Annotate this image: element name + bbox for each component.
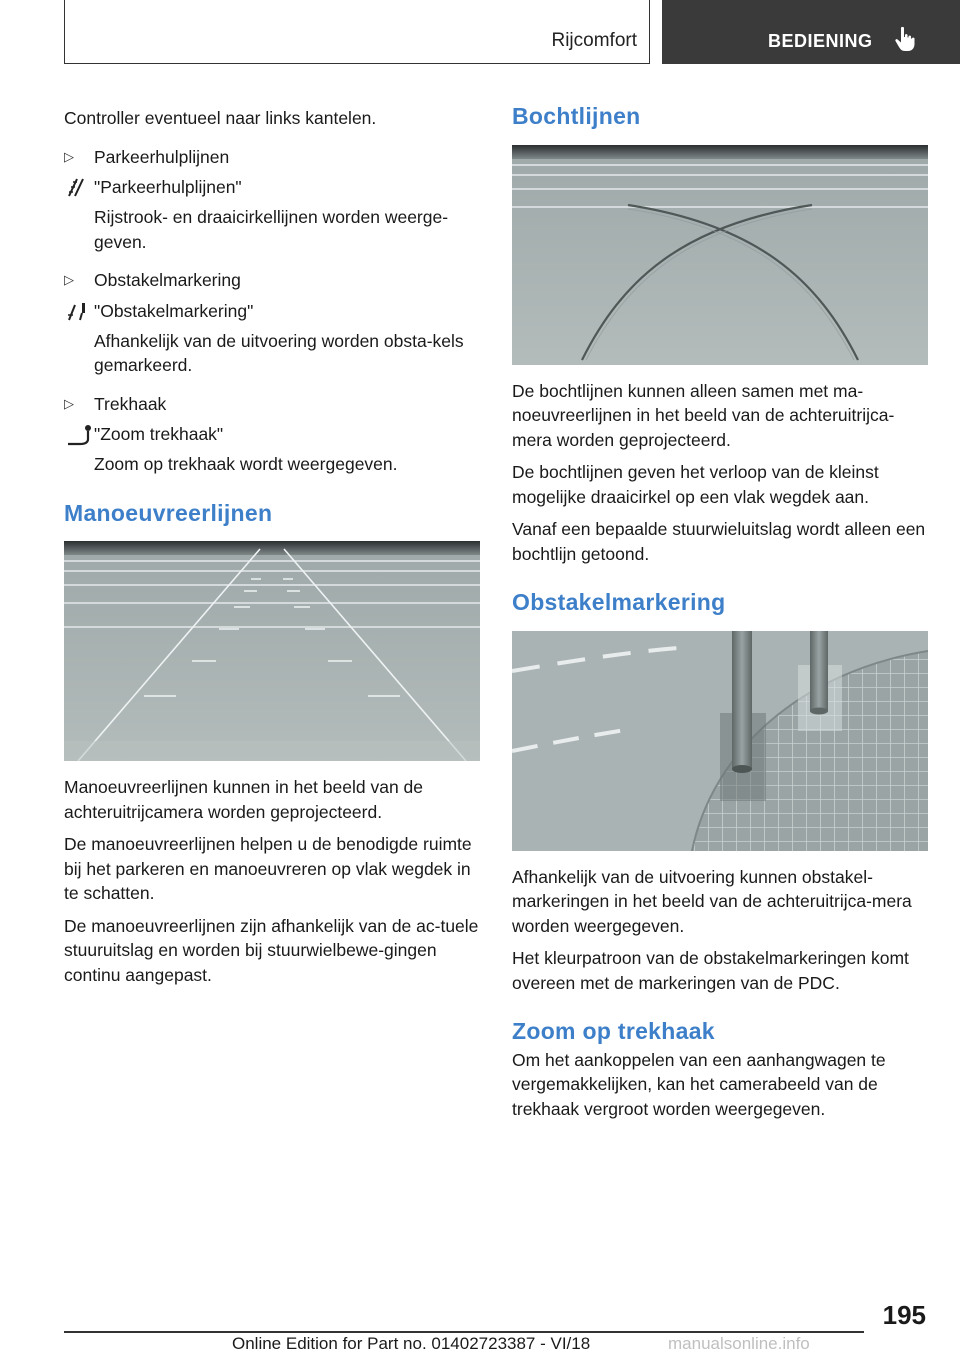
page-number: 195 (882, 1300, 926, 1330)
triangle-bullet-icon: ▷ (64, 272, 74, 287)
menu-label: "Zoom trekhaak" (94, 424, 224, 444)
list-item-title: Obstakelmarkering (94, 270, 241, 290)
manoeuvre-paragraph: Manoeuvreerlijnen kunnen in het beeld van de achteruitrijcamera worden geprojecteerd. (64, 777, 424, 822)
intro-text: Controller eventueel naar links kantelen. (64, 108, 377, 128)
header-chapter-box (662, 0, 960, 64)
obstacle-paragraph: Het kleurpatroon van de obstakelmarkeringen komt overeen met de markeringen van de PDC. (512, 948, 909, 993)
triangle-bullet-icon: ▷ (64, 395, 74, 411)
bend-paragraph: De bochtlijnen geven het verloop van de kleinst mogelijke draaicirkel op een vlak wegdek aan. (512, 462, 879, 507)
triangle-bullet-icon: ▷ (64, 148, 74, 164)
menu-label: "Parkeerhulplijnen" (94, 177, 242, 197)
list-item-obstacle-marking (64, 268, 480, 293)
obstacle-marking-figure (512, 631, 928, 851)
heading-bend-lines: Bochtlijnen (512, 103, 641, 129)
list-item-title: Trekhaak (94, 393, 167, 414)
parking-lines-icon (66, 177, 88, 204)
item-description: Rijstrook- en draaicirkellijnen worden weerge-geven. (94, 207, 449, 252)
heading-manoeuvre-lines: Manoeuvreerlijnen (64, 499, 273, 526)
bend-lines-figure (512, 145, 928, 365)
pointing-hand-icon (894, 26, 916, 57)
zoom-paragraph: Om het aankoppelen van een aanhangwagen te vergemakkelijken, kan het camerabeeld van de trekhaak vergroot worden weergegeven. (512, 1049, 886, 1119)
bend-paragraph: De bochtlijnen kunnen alleen samen met ma-noeuvreerlijnen in het beeld van de achteruitrijca-mera worden geprojecteerd. (512, 380, 895, 450)
tow-hitch-icon (66, 424, 94, 453)
menu-row-obstacle-marking (64, 299, 480, 323)
bend-paragraph: Vanaf een bepaalde stuurwieluitslag wordt alleen een bochtlijn getoond. (512, 519, 926, 564)
heading-zoom-tow-hitch: Zoom op trekhaak (512, 1018, 715, 1044)
list-item-parking-lines (64, 145, 480, 170)
obstacle-paragraph: Afhankelijk van de uitvoering kunnen obstakel-markeringen in het beeld van de achteruitrijca-mera worden weergegeven. (512, 866, 912, 936)
manoeuvre-paragraph: De manoeuvreerlijnen zijn afhankelijk van de ac-tuele stuuruitslag en worden bij stuurwielbewe-gingen continu aangepast. (64, 915, 479, 985)
manoeuvre-paragraph: De manoeuvreerlijnen helpen u de benodigde ruimte bij het parkeren en manoeuvreren op vlak wegdek in te schatten. (64, 834, 472, 903)
left-column (64, 106, 480, 995)
manoeuvre-lines-figure (64, 541, 480, 761)
right-column (512, 104, 928, 1129)
header-section-box (64, 0, 650, 64)
watermark: manualsonline.info (668, 1334, 810, 1353)
list-item-title: Parkeerhulplijnen (94, 146, 230, 167)
item-description: Afhankelijk van de uitvoering worden obsta-kels gemarkeerd. (94, 330, 464, 375)
footer-edition: Online Edition for Part no. 01402723387 - VI/18 (232, 1334, 591, 1353)
menu-row-tow-hitch (64, 422, 480, 446)
list-item-tow-hitch (64, 392, 480, 417)
header-chapter-title: BEDIENING (768, 31, 873, 51)
menu-label: "Obstakelmarkering" (94, 300, 254, 321)
footer-divider (64, 1331, 864, 1333)
header-section-title: Rijcomfort (551, 30, 637, 51)
heading-obstacle-marking: Obstakelmarkering (512, 589, 726, 615)
menu-row-parking-lines (64, 175, 480, 199)
obstacle-marking-icon (66, 301, 88, 328)
item-description: Zoom op trekhaak wordt weergegeven. (94, 454, 398, 474)
